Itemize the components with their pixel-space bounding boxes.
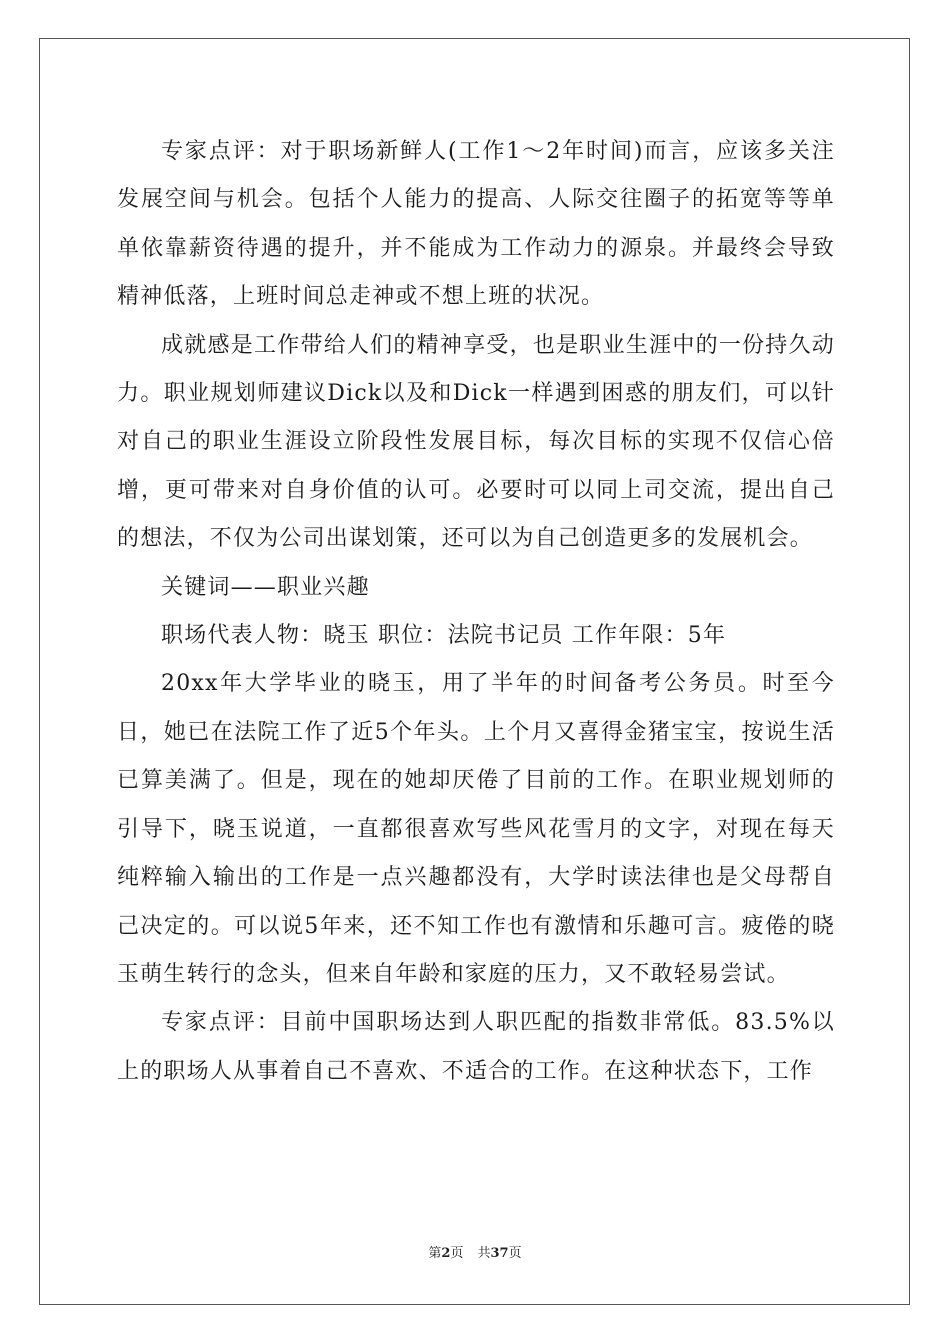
paragraph-expert-review-2: 专家点评：目前中国职场达到人职匹配的指数非常低。83.5%以上的职场人从事着自己不喜欢、不适合的工作。在这种状态下，工作 [117, 1010, 835, 1084]
page-prefix: 第 [428, 1246, 442, 1261]
paragraph-achievement: 成就感是工作带给人们的精神享受，也是职业生涯中的一份持久动力。职业规划师建议Dick以及和Dick一样遇到困惑的朋友们，可以针对自己的职业生涯设立阶段性发展目标，每次目标的实现不仅信心倍增，更可带来对自身价值的认可。必要时可以同上司交流，提出自己的想法，不仅为公司出谋划策，还可以为自己创造更多的发展机会。 [117, 332, 835, 552]
document-body [117, 128, 835, 1096]
total-prefix: 共 [477, 1246, 491, 1261]
paragraph-expert-review-1: 专家点评：对于职场新鲜人(工作1～2年时间)而言，应该多关注发展空间与机会。包括个人能力的提高、人际交往圈子的拓宽等等单单依靠薪资待遇的提升，并不能成为工作动力的源泉。并最终会导致精神低落，上班时间总走神或不想上班的状况。 [117, 139, 835, 310]
paragraph-representative-profile: 职场代表人物：晓玉 职位：法院书记员 工作年限：5年 [161, 623, 727, 649]
paragraph-keyword-heading: 关键词——职业兴趣 [161, 574, 370, 600]
page-footer [0, 1242, 950, 1261]
paragraph-case-story: 20xx年大学毕业的晓玉，用了半年的时间备考公务员。时至今日，她已在法院工作了近5个年头。上个月又喜得金猪宝宝，按说生活已算美满了。但是，现在的她却厌倦了目前的工作。在职业规划师的引导下，晓玉说道，一直都很喜欢写些风花雪月的文字，对现在每天纯粹输入输出的工作是一点兴趣都没有，大学时读法律也是父母帮自己决定的。可以说5年来，还不知工作也有激情和乐趣可言。疲倦的晓玉萌生转行的念头，但来自年龄和家庭的压力，又不敢轻易尝试。 [117, 671, 835, 987]
total-pages: 37 [490, 1246, 509, 1261]
page-unit: 页 [450, 1246, 464, 1261]
total-unit: 页 [508, 1246, 522, 1261]
page-number: 2 [441, 1246, 451, 1261]
